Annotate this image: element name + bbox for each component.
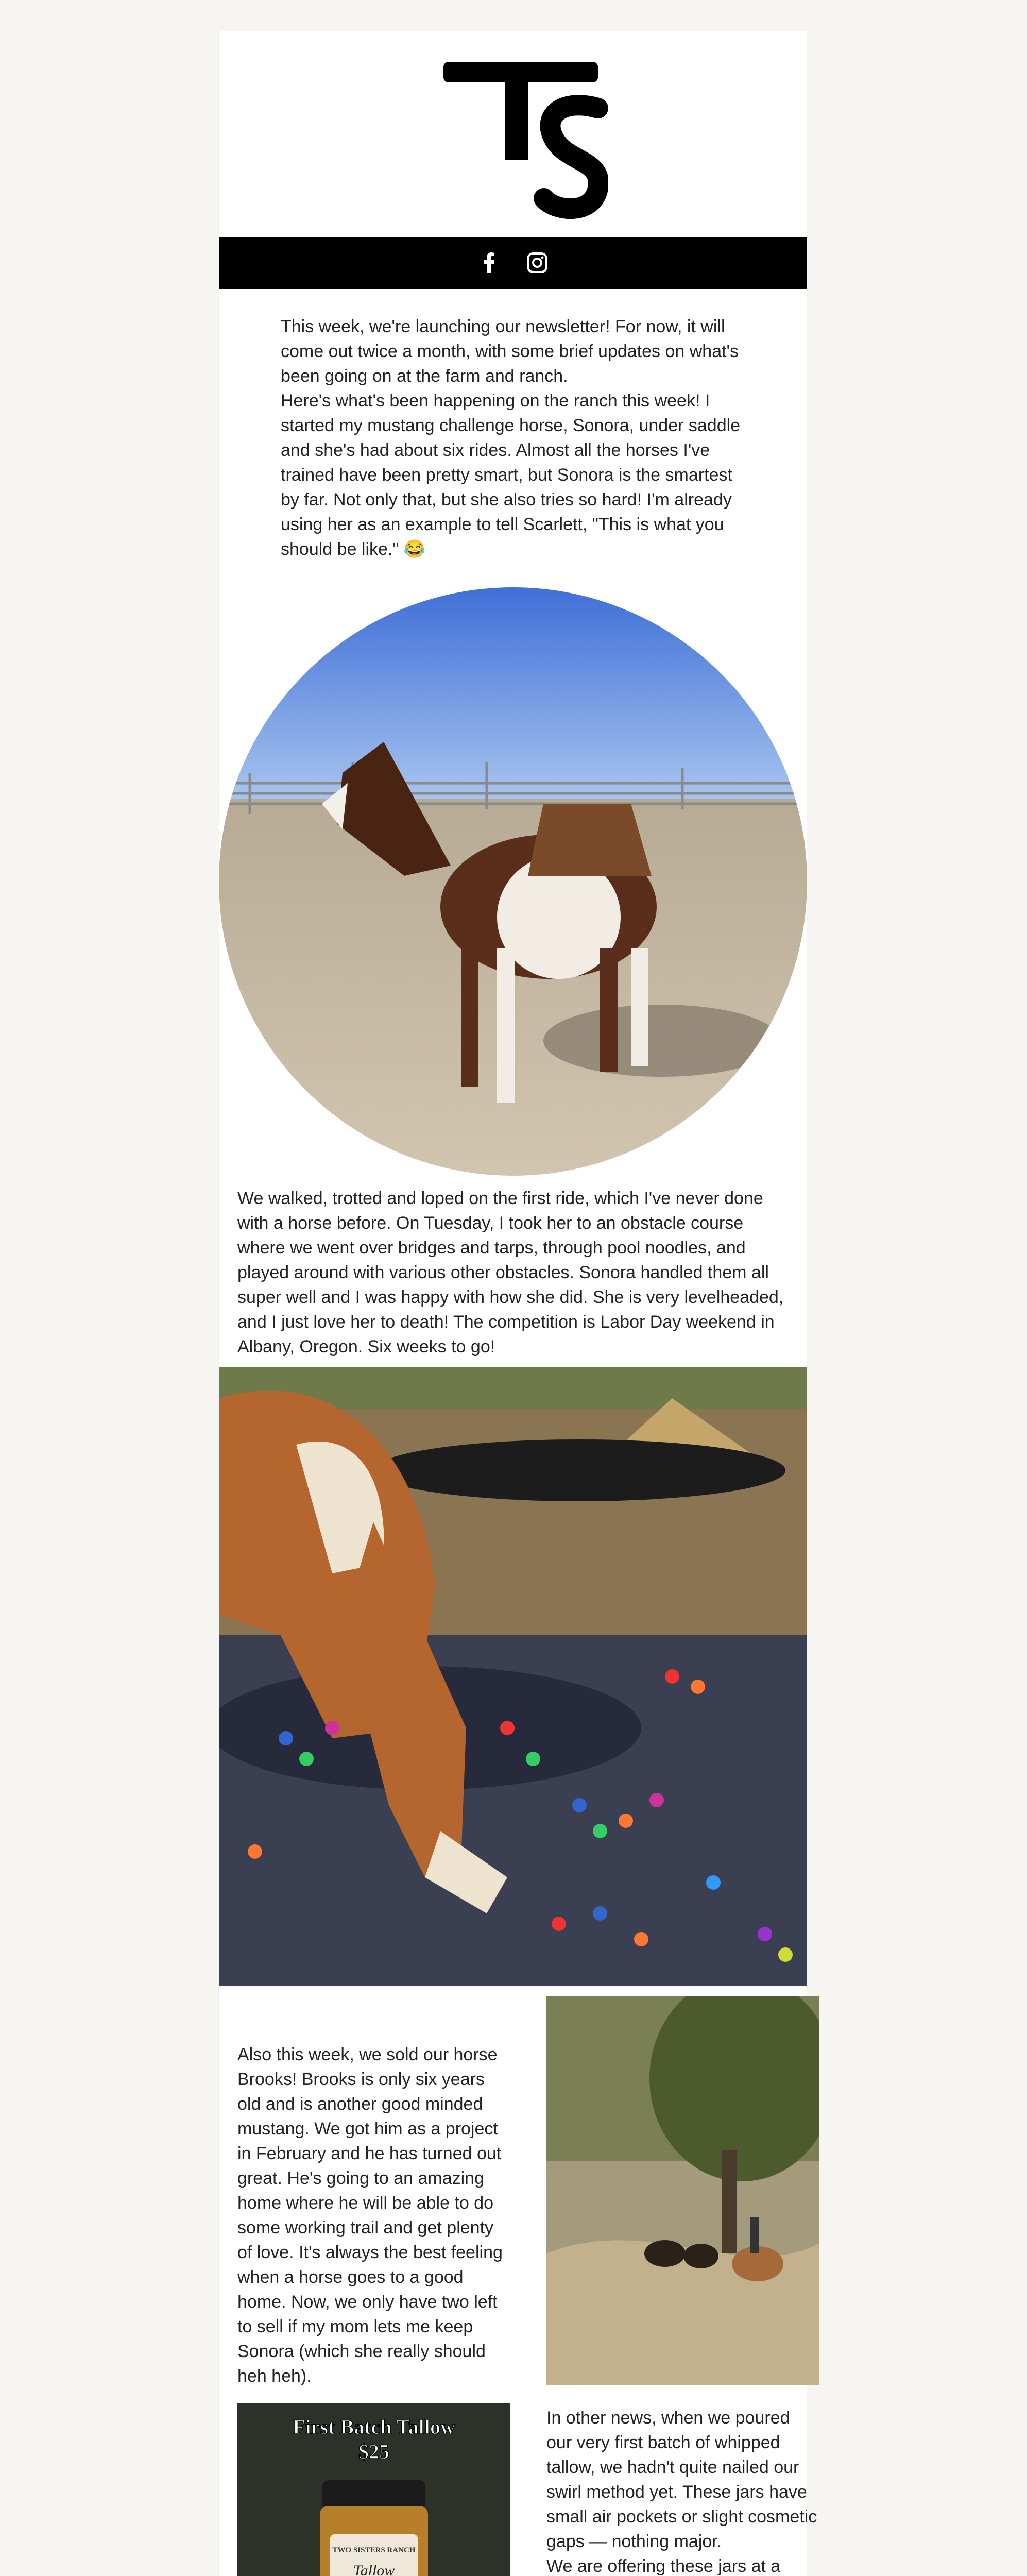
intro-section [219, 289, 807, 562]
facebook-icon[interactable] [477, 251, 500, 274]
brooks-text [237, 2042, 510, 2388]
first-batch-tallow-image [237, 2403, 510, 2576]
intro-paragraph-1: This week, we're launching our newsletter! For now, it will come out twice a month, with some brief updates on what's been going on at the farm and ranch. [281, 317, 739, 386]
intro-paragraph-2: Here's what's been happening on the ranch this week! I started my mustang challenge horse, Sonora, under saddle and she's had about six rides. Almost all the horses I've trained have been pretty smart, but Sonora is the smartest by far. Not only that, but she also tries so hard! I'm already using her as an example to tell Scarlett, "This is what you should be like." 😂 [281, 391, 741, 559]
ts-logo [443, 62, 608, 222]
email-container [219, 31, 817, 2576]
instagram-icon[interactable] [526, 251, 549, 274]
social-bar [219, 237, 807, 289]
tallow-banner-price: $25 [358, 2440, 389, 2463]
tallow-paragraph-2: We are offering these jars at a [546, 2556, 781, 2576]
ride-paragraph: We walked, trotted and loped on the first ride, which I've never done with a horse before. On Tuesday, I took her to an obstacle course where we went over bridges and tarps, through pool noodles, and played around with various other obstacles. Sonora handled them all super well and I was happy with how she did. She is very levelheaded, and I just love her to death! The competition is Labor Day weekend in Albany, Oregon. Six weeks to go! [237, 1189, 784, 1357]
brooks-trail-photo [546, 1996, 819, 2385]
tallow-text [546, 2405, 819, 2576]
tallow-banner-title: First Batch Tallow [293, 2415, 455, 2438]
sonora-circle-photo [219, 587, 807, 1176]
horse-drinking-photo [219, 1367, 807, 1986]
logo-area [219, 31, 807, 237]
tallow-paragraph-1: In other news, when we poured our very first batch of whipped tallow, we hadn't quite nailed our swirl method yet. These jars have small air pockets or slight cosmetic gaps — nothing major. [546, 2408, 817, 2551]
ride-section [219, 1176, 807, 1359]
jar-product-label: Tallow [353, 2562, 395, 2576]
brooks-paragraph: Also this week, we sold our horse Brooks! Brooks is only six years old and is another good minded mustang. We got him as a project in February and he has turned out great. He's going to an amazing home where he will be able to do some working trail and get plenty of love. It's always the best feeling when a horse goes to a good home. Now, we only have two left to sell if my mom lets me keep Sonora (which she really should heh heh). [237, 2045, 503, 2386]
brooks-and-tallow-section [219, 1996, 817, 2576]
jar-brand-label: TWO SISTERS RANCH [332, 2546, 416, 2554]
